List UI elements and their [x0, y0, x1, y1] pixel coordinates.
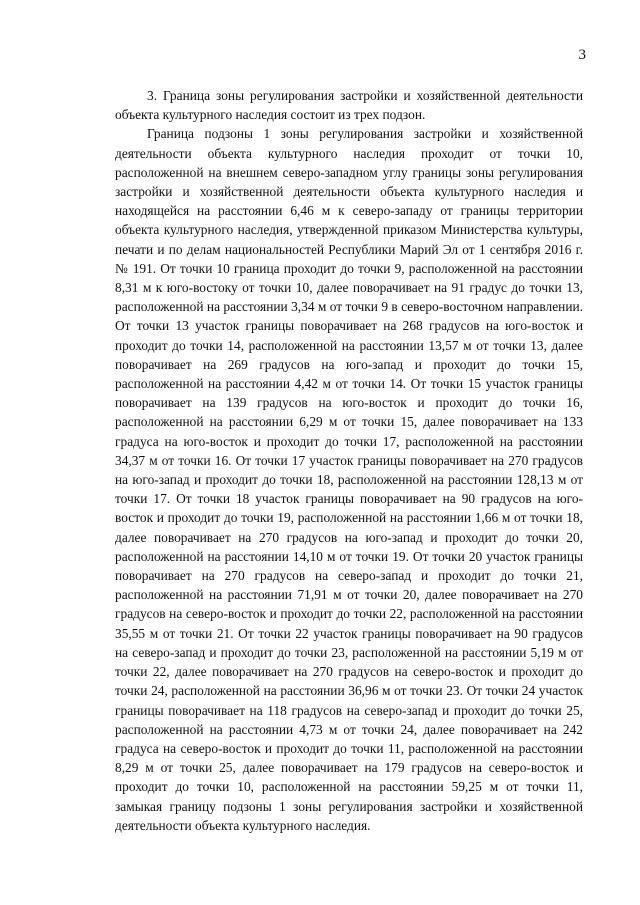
document-body	[115, 86, 583, 835]
page-number: 3	[578, 47, 586, 63]
paragraph-zone-summary: 3. Граница зоны регулирования застройки и хозяйственной деятельности объекта культурного наследия состоит из трех подзон.	[115, 88, 583, 123]
paragraph-subzone-1-boundary: Граница подзоны 1 зоны регулирования застройки и хозяйственной деятельности объекта культурного наследия проходит от точки 10, расположенной на внешнем северо-западном углу границы зоны регулирования застройки и хозяйственной деятельности объекта культурного наследия и находящейся на расстоянии 6,46 м к северо-западу от границы территории объекта культурного наследия, утвержденной приказом Министерства культуры, печати и по делам национальностей Республики Марий Эл от 1 сентября 2016 г. № 191. От точки 10 граница проходит до точки 9, расположенной на расстоянии 8,31 м к юго-востоку от точки 10, далее поворачивает на 91 градус до точки 13, расположенной на расстоянии 3,34 м от точки 9 в северо-восточном направлении. От точки 13 участок границы поворачивает на 268 градусов на юго-восток и проходит до точки 14, расположенной на расстоянии 13,57 м от точки 13, далее поворачивает на 269 градусов на юго-запад и проходит до точки 15, расположенной на расстоянии 4,42 м от точки 14. От точки 15 участок границы поворачивает на 139 градусов на юго-восток и проходит до точки 16, расположенной на расстоянии 6,29 м от точки 15, далее поворачивает на 133 градуса на юго-восток и проходит до точки 17, расположенной на расстоянии 34,37 м от точки 16. От точки 17 участок границы поворачивает на 270 градусов на юго-запад и проходит до точки 18, расположенной на расстоянии 128,13 м от точки 17. От точки 18 участок границы поворачивает на 90 градусов на юго-восток и проходит до точки 19, расположенной на расстоянии 1,66 м от точки 18, далее поворачивает на 270 градусов на юго-запад и проходит до точки 20, расположенной на расстоянии 14,10 м от точки 19. От точки 20 участок границы поворачивает на 270 градусов на северо-запад и проходит до точки 21, расположенной на расстоянии 71,91 м от точки 20, далее поворачивает на 270 градусов на северо-восток и проходит до точки 22, расположенной на расстоянии 35,55 м от точки 21. От точки 22 участок границы поворачивает на 90 градусов на северо-запад и проходит до точки 23, расположенной на расстоянии 5,19 м от точки 22, далее поворачивает на 270 градусов на северо-восток и проходит до точки 24, расположенной на расстоянии 36,96 м от точки 23. От точки 24 участок границы поворачивает на 118 градусов на северо-запад и проходит до точки 25, расположенной на расстоянии 4,73 м от точки 24, далее поворачивает на 242 градуса на северо-восток и проходит до точки 11, расположенной на расстоянии 8,29 м от точки 25, далее поворачивает на 179 градусов на северо-восток и проходит до точки 10, расположенной на расстоянии 59,25 м от точки 11, замыкая границу подзоны 1 зоны регулирования застройки и хозяйственной деятельности объекта культурного наследия.	[115, 126, 583, 833]
